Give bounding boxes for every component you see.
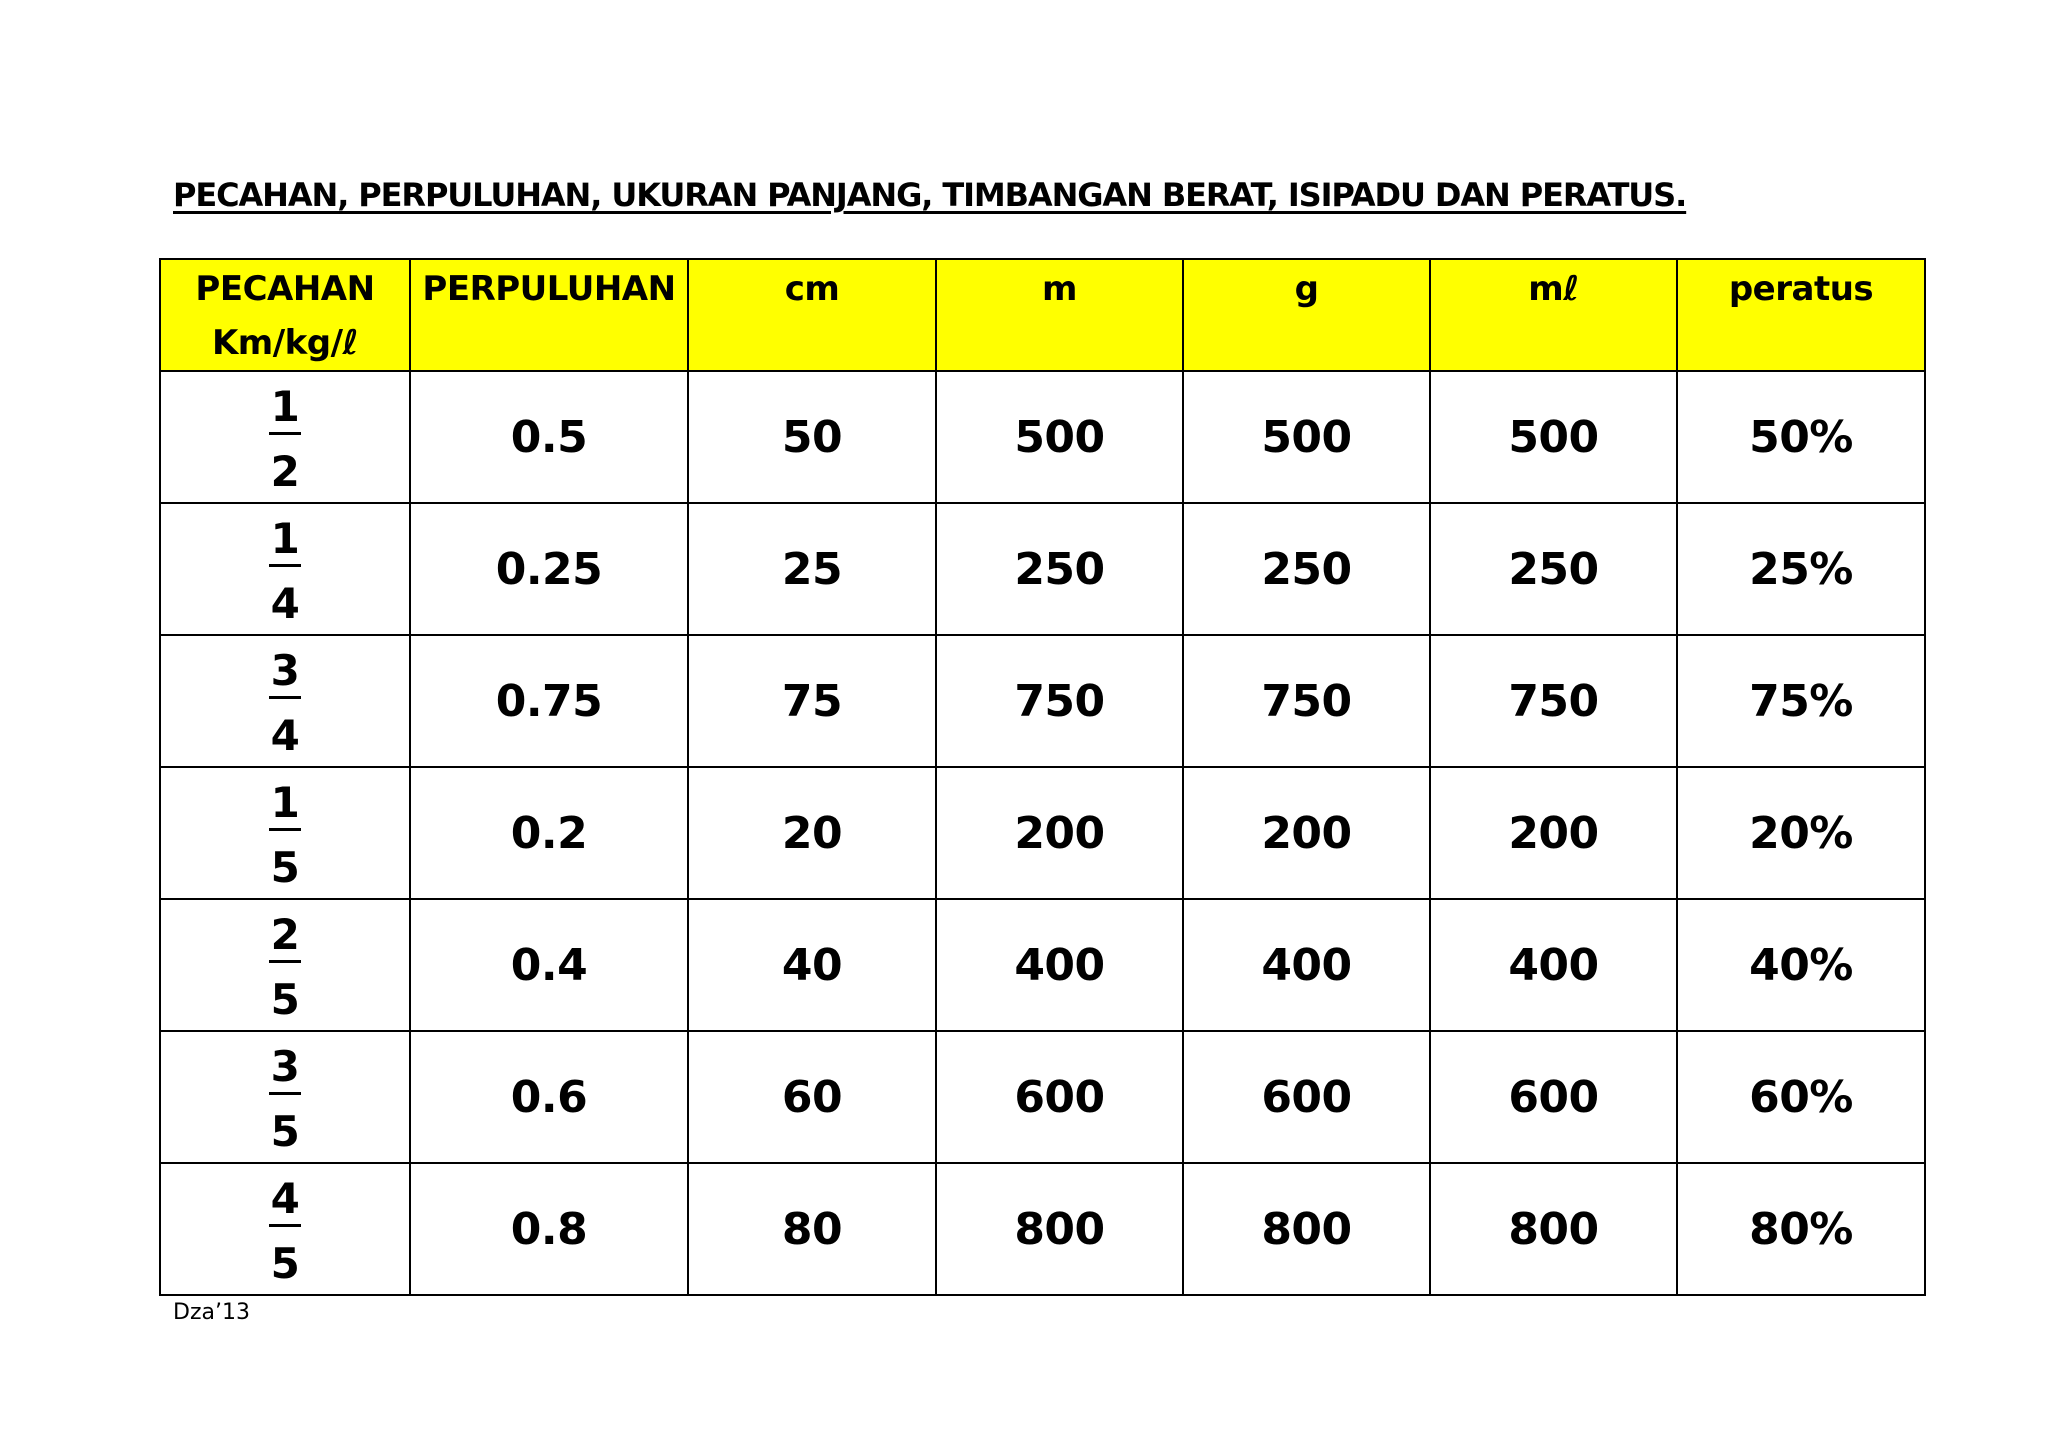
cell-g: 500 bbox=[1183, 371, 1430, 503]
fraction-denominator: 5 bbox=[270, 1239, 300, 1288]
cell-pecahan bbox=[160, 1163, 410, 1295]
cell-m: 800 bbox=[936, 1163, 1183, 1295]
table-body bbox=[160, 371, 1925, 1295]
cell-perpuluhan: 0.6 bbox=[410, 1031, 688, 1163]
cell-pecahan bbox=[160, 503, 410, 635]
table-row bbox=[160, 767, 1925, 899]
cell-peratus: 80% bbox=[1677, 1163, 1925, 1295]
document-title: PECAHAN, PERPULUHAN, UKURAN PANJANG, TIMBANGAN BERAT, ISIPADU DAN PERATUS. bbox=[173, 176, 1687, 214]
fraction-denominator: 2 bbox=[270, 447, 300, 496]
cell-cm: 75 bbox=[688, 635, 936, 767]
header-pecahan bbox=[160, 259, 410, 371]
cell-peratus: 50% bbox=[1677, 371, 1925, 503]
fraction bbox=[269, 778, 302, 892]
table-row bbox=[160, 1031, 1925, 1163]
author-note: Dza’13 bbox=[173, 1300, 250, 1325]
fraction-denominator: 4 bbox=[270, 711, 300, 760]
cell-ml: 500 bbox=[1430, 371, 1677, 503]
cell-m: 250 bbox=[936, 503, 1183, 635]
fraction bbox=[269, 646, 302, 760]
header-m: m bbox=[936, 259, 1183, 371]
cell-g: 200 bbox=[1183, 767, 1430, 899]
cell-cm: 60 bbox=[688, 1031, 936, 1163]
fraction-numerator: 4 bbox=[269, 1178, 302, 1227]
table-row bbox=[160, 503, 1925, 635]
header-perpuluhan: PERPULUHAN bbox=[410, 259, 688, 371]
header-peratus: peratus bbox=[1677, 259, 1925, 371]
cell-pecahan bbox=[160, 899, 410, 1031]
fraction-numerator: 2 bbox=[269, 914, 302, 963]
fraction-numerator: 1 bbox=[269, 782, 302, 831]
fraction-denominator: 5 bbox=[270, 975, 300, 1024]
cell-peratus: 60% bbox=[1677, 1031, 1925, 1163]
cell-cm: 20 bbox=[688, 767, 936, 899]
fraction-numerator: 1 bbox=[269, 518, 302, 567]
cell-m: 200 bbox=[936, 767, 1183, 899]
fraction-numerator: 3 bbox=[269, 1046, 302, 1095]
cell-peratus: 20% bbox=[1677, 767, 1925, 899]
header-ml: mℓ bbox=[1430, 259, 1677, 371]
header-pecahan-label: PECAHAN bbox=[195, 269, 375, 309]
cell-ml: 250 bbox=[1430, 503, 1677, 635]
fraction bbox=[269, 1174, 302, 1288]
fraction bbox=[269, 1042, 302, 1156]
header-pecahan-units: Km/kg/ℓ bbox=[211, 323, 359, 363]
fraction-numerator: 1 bbox=[269, 386, 302, 435]
cell-ml: 400 bbox=[1430, 899, 1677, 1031]
header-row bbox=[160, 259, 1925, 371]
cell-cm: 80 bbox=[688, 1163, 936, 1295]
cell-g: 800 bbox=[1183, 1163, 1430, 1295]
conversion-table bbox=[159, 258, 1926, 1296]
cell-g: 600 bbox=[1183, 1031, 1430, 1163]
fraction-denominator: 4 bbox=[270, 579, 300, 628]
cell-pecahan bbox=[160, 767, 410, 899]
cell-perpuluhan: 0.4 bbox=[410, 899, 688, 1031]
cell-cm: 25 bbox=[688, 503, 936, 635]
cell-g: 400 bbox=[1183, 899, 1430, 1031]
cell-pecahan bbox=[160, 635, 410, 767]
fraction-denominator: 5 bbox=[270, 843, 300, 892]
cell-cm: 40 bbox=[688, 899, 936, 1031]
fraction bbox=[269, 382, 302, 496]
fraction bbox=[269, 910, 302, 1024]
cell-m: 600 bbox=[936, 1031, 1183, 1163]
cell-perpuluhan: 0.75 bbox=[410, 635, 688, 767]
cell-pecahan bbox=[160, 1031, 410, 1163]
cell-peratus: 40% bbox=[1677, 899, 1925, 1031]
table-row bbox=[160, 899, 1925, 1031]
cell-m: 400 bbox=[936, 899, 1183, 1031]
table-row bbox=[160, 371, 1925, 503]
cell-ml: 750 bbox=[1430, 635, 1677, 767]
cell-ml: 600 bbox=[1430, 1031, 1677, 1163]
cell-perpuluhan: 0.5 bbox=[410, 371, 688, 503]
cell-perpuluhan: 0.2 bbox=[410, 767, 688, 899]
cell-cm: 50 bbox=[688, 371, 936, 503]
table-row bbox=[160, 1163, 1925, 1295]
header-cm: cm bbox=[688, 259, 936, 371]
cell-ml: 800 bbox=[1430, 1163, 1677, 1295]
cell-g: 250 bbox=[1183, 503, 1430, 635]
cell-ml: 200 bbox=[1430, 767, 1677, 899]
cell-peratus: 25% bbox=[1677, 503, 1925, 635]
cell-pecahan bbox=[160, 371, 410, 503]
fraction-numerator: 3 bbox=[269, 650, 302, 699]
cell-g: 750 bbox=[1183, 635, 1430, 767]
header-g: g bbox=[1183, 259, 1430, 371]
fraction bbox=[269, 514, 302, 628]
cell-m: 750 bbox=[936, 635, 1183, 767]
cell-perpuluhan: 0.25 bbox=[410, 503, 688, 635]
table-row bbox=[160, 635, 1925, 767]
cell-m: 500 bbox=[936, 371, 1183, 503]
fraction-denominator: 5 bbox=[270, 1107, 300, 1156]
cell-perpuluhan: 0.8 bbox=[410, 1163, 688, 1295]
cell-peratus: 75% bbox=[1677, 635, 1925, 767]
